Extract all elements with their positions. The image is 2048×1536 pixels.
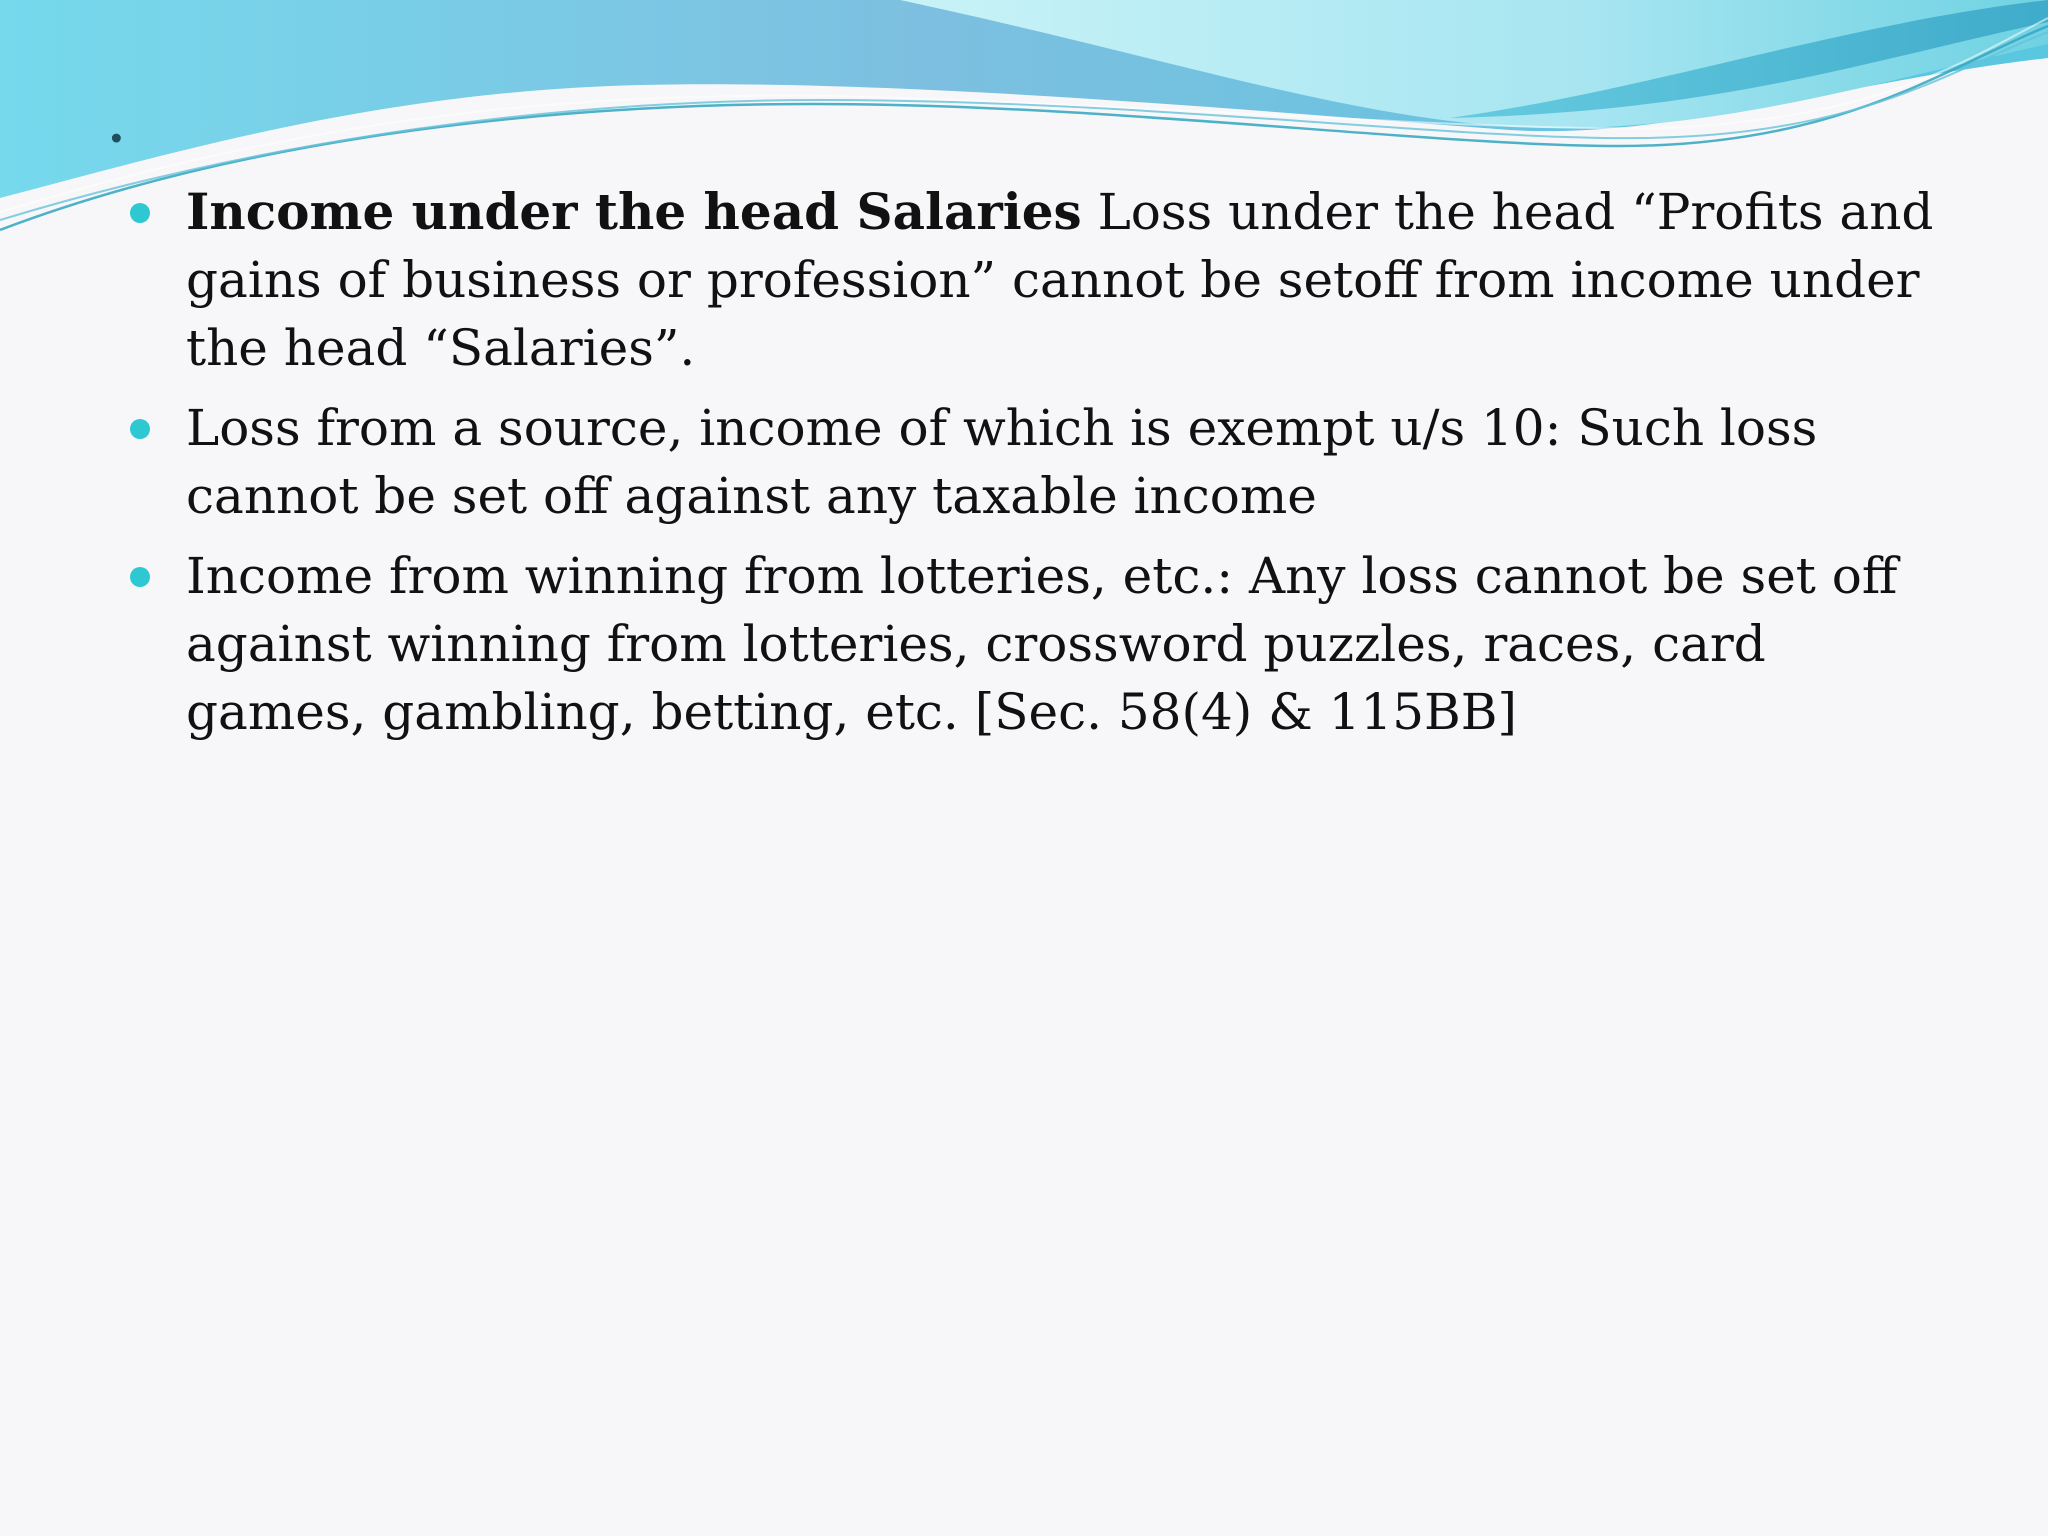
bullet-text: Loss under the head “Profits and gains of business or profession” cannot be setoff from income under the head “Salaries”. — [186, 183, 1934, 377]
bullet-item-lotteries — [120, 542, 1960, 746]
bullet-item-salaries — [120, 178, 1960, 382]
bullet-dot-icon — [130, 567, 150, 587]
bullet-text: Loss from a source, income of which is exempt u/s 10: Such loss cannot be set off against any taxable income — [186, 399, 1818, 525]
bullet-dot-icon — [130, 419, 150, 439]
slide-title: . — [108, 98, 125, 154]
bullet-list — [120, 178, 1960, 758]
bullet-dot-icon — [130, 203, 150, 223]
bullet-bold-text: Income under the head Salaries — [186, 182, 1082, 241]
bullet-text: Income from winning from lotteries, etc.: Any loss cannot be set off against winning from lotteries, crossword puzzles, races, card games, gambling, betting, etc. [Sec. 58(4) & 115BB] — [186, 547, 1898, 741]
bullet-item-exempt-income — [120, 394, 1960, 530]
